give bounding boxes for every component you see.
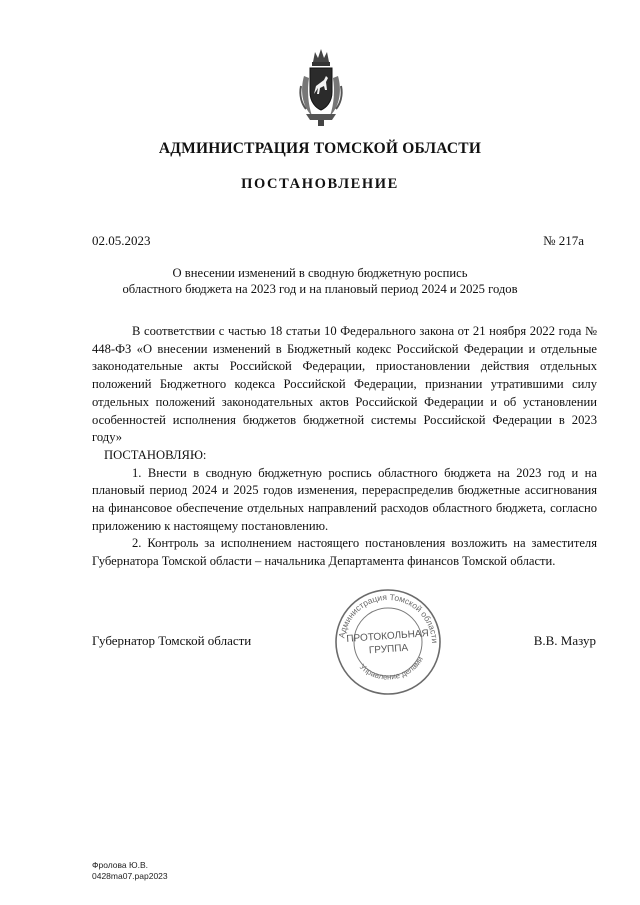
coat-of-arms-icon [296,46,346,128]
stamp-ring-bottom-text: Управление делами [357,654,425,682]
document-date: 02.05.2023 [92,233,151,248]
item-1-paragraph: 1. Внести в сводную бюджетную роспись областного бюджета на 2023 год и на плановый период 2024 и 2025 годов изменения, перераспределив бюджетные ассигнования на финансовое обеспечение отдельных направлений расходов областного бюджета, согласно приложению к настоящему постановлению. [92,465,597,533]
signer-title: Губернатор Томской области [92,633,252,648]
subject-line-2: областного бюджета на 2023 год и на плановый период 2024 и 2025 годов [122,282,518,296]
stamp-center-line-2: ГРУППА [368,642,409,657]
signer-name: В.В. Мазур [533,633,596,648]
footer-info [92,860,168,882]
stamp-center-line-1: ПРОТОКОЛЬНАЯ [346,628,430,645]
footer-author: Фролова Ю.В. [92,860,149,870]
document-subject [80,265,560,297]
preamble-paragraph: В соответствии с частью 18 статьи 10 Федерального закона от 21 ноября 2022 года № 448-ФЗ «О внесении изменений в Бюджетный кодекс Российской Федерации и отдельные законодательные акты Российской Федерации, приостановлении действия отдельных положений Бюджетного кодекса Российской Федерации, признании утратившими силу отдельных положений законодательных актов Российской Федерации и об установлении особенностей исполнения бюджетов бюджетной системы Российской Федерации в 2023 году» [92,324,597,445]
decree-word: ПОСТАНОВЛЯЮ: [104,447,207,462]
subject-line-1: О внесении изменений в сводную бюджетную роспись [172,266,468,280]
protocol-group-stamp [330,586,446,696]
organization-title: АДМИНИСТРАЦИЯ ТОМСКОЙ ОБЛАСТИ [158,140,482,157]
document-number: № 217а [543,233,584,248]
document-body [92,323,597,571]
stamp-ring-text: Администрация Томской области [336,591,441,644]
document-type: ПОСТАНОВЛЕНИЕ [241,176,399,192]
item-2-paragraph: 2. Контроль за исполнением настоящего постановления возложить на заместителя Губернатора Томской области – начальника Департамента финансов Томской области. [92,536,597,569]
svg-text:Управление делами [358,655,425,682]
footer-file-code: 0428ma07.рар2023 [92,871,168,881]
